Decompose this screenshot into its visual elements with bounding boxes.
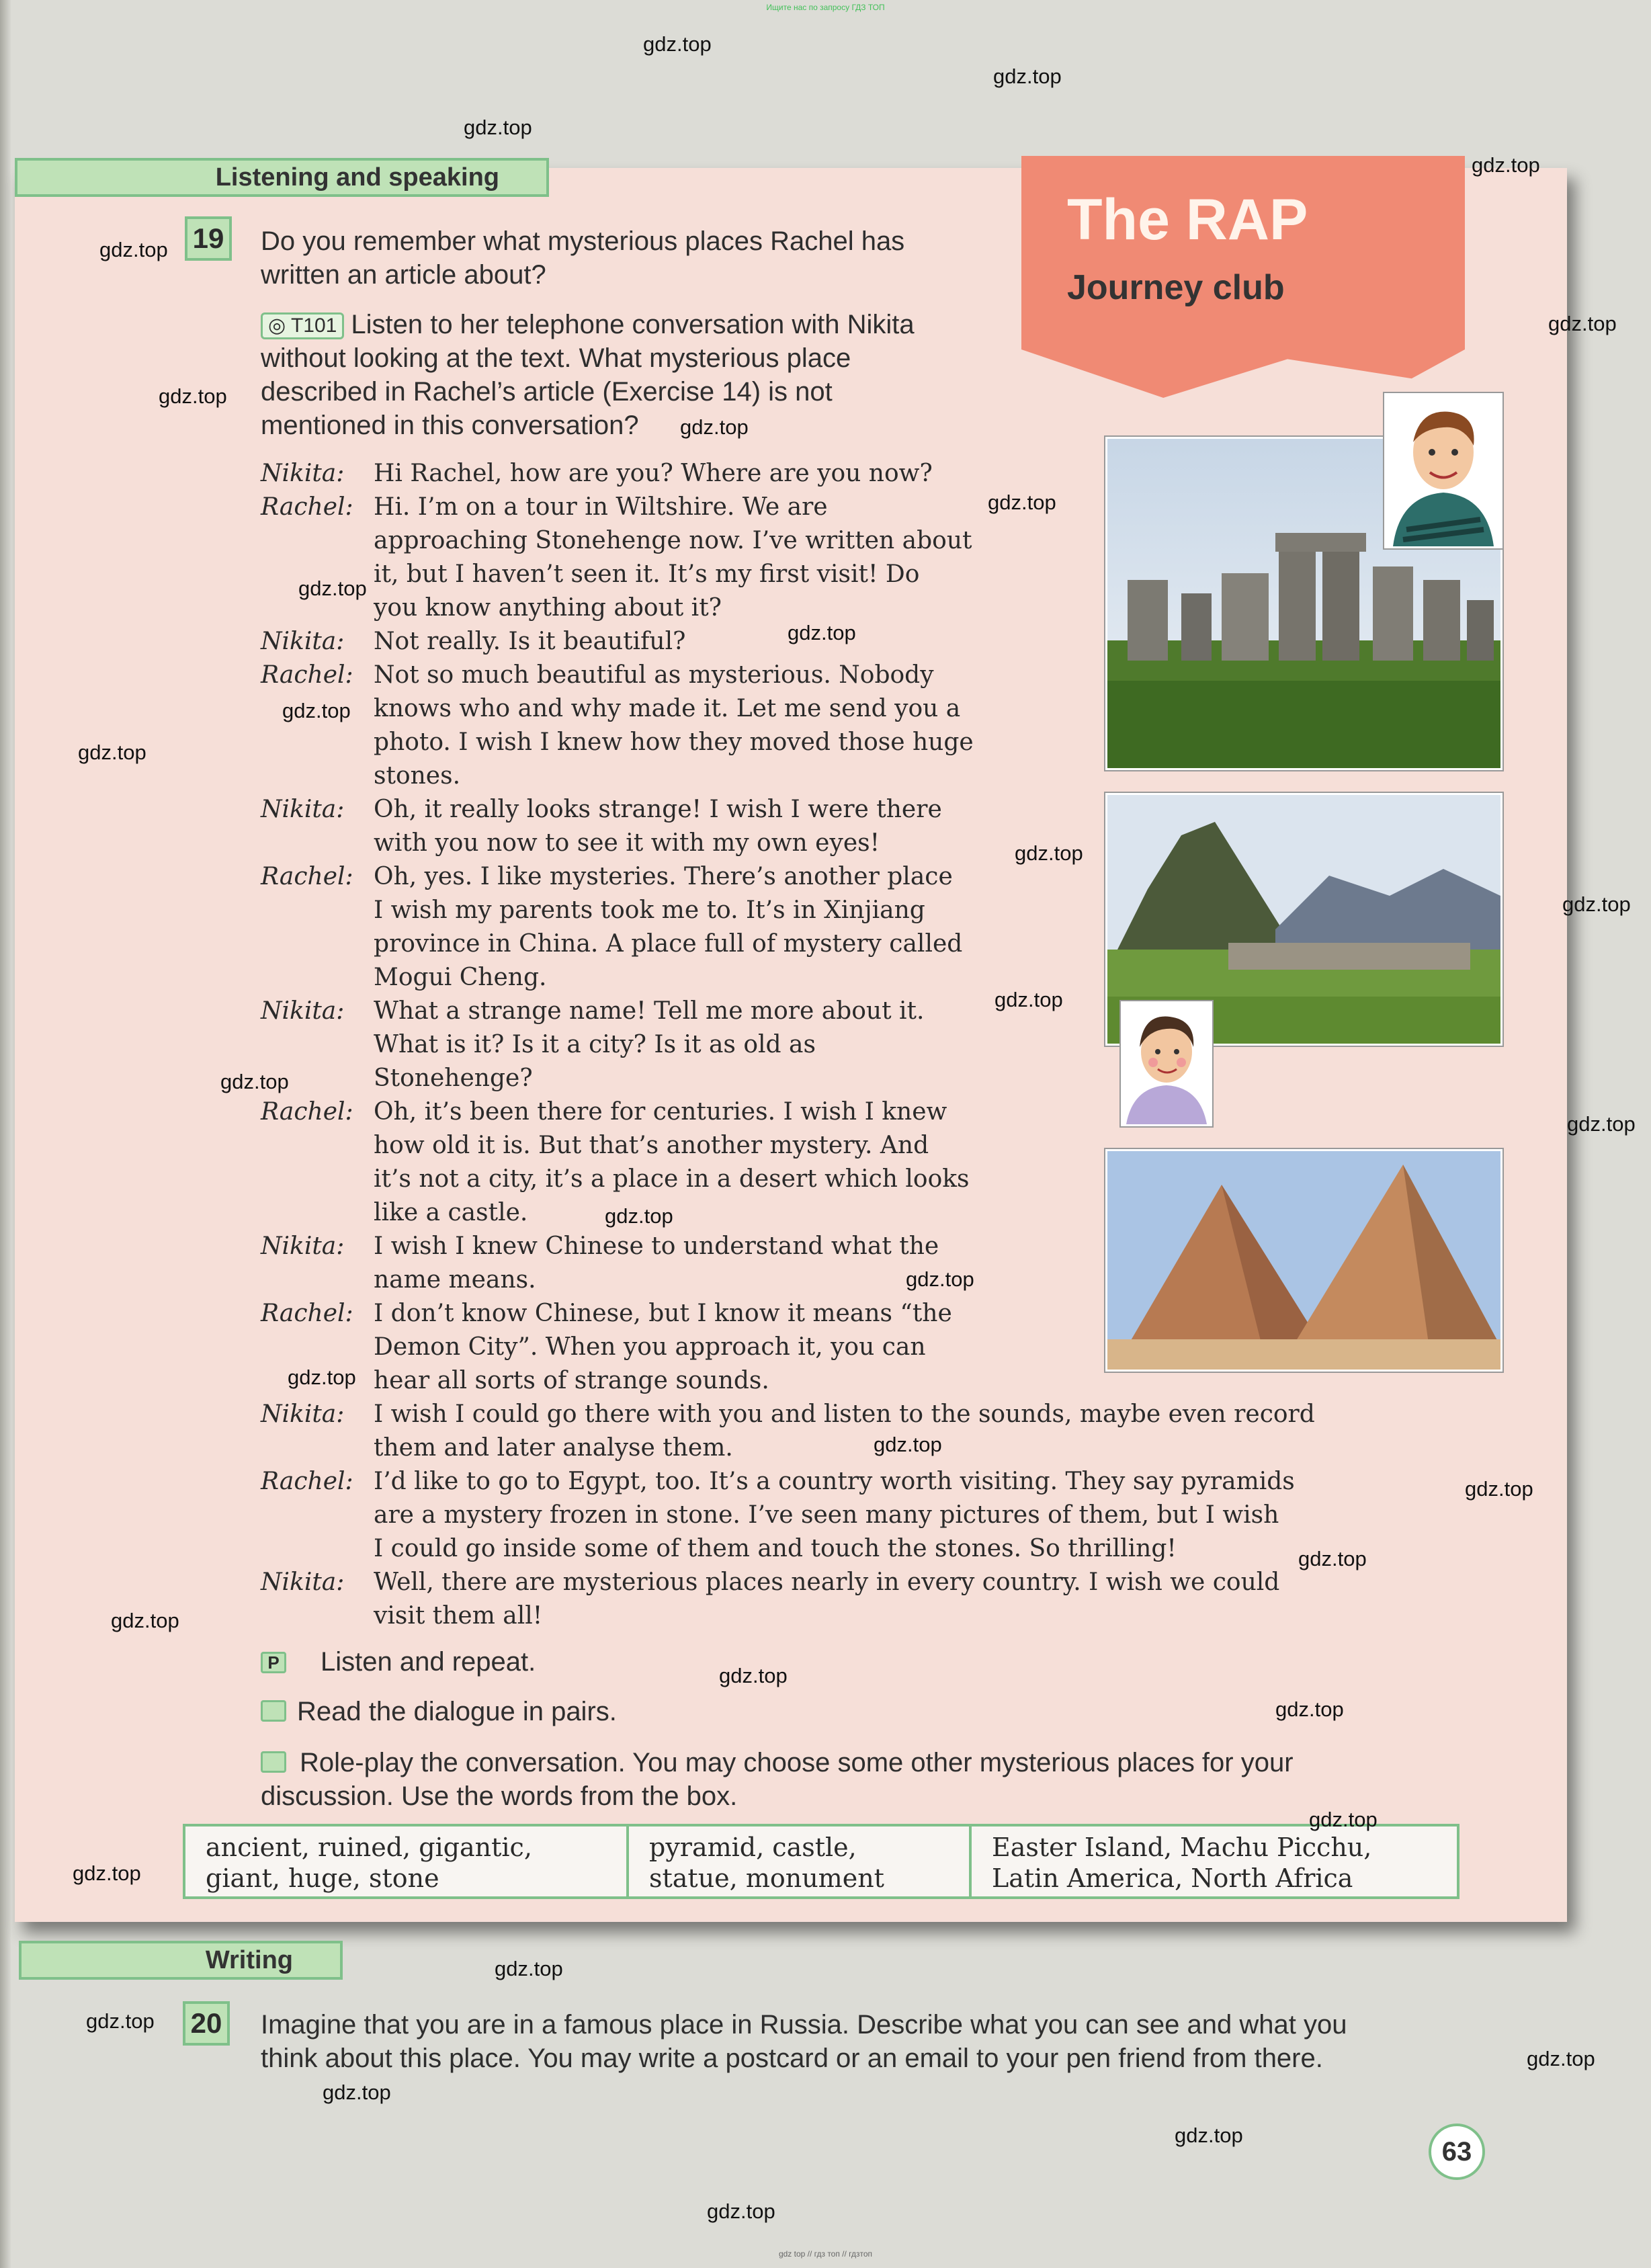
watermark-text: gdz.top: [788, 621, 856, 644]
watermark-text: gdz.top: [111, 1609, 179, 1632]
speaker-name: Nikita:: [261, 628, 345, 655]
speech-line: like a castle.: [374, 1199, 528, 1226]
exercise-20-number: 20: [183, 2001, 230, 2046]
speech-line: are a mystery frozen in stone. I’ve seen many pictures of them, but I wish: [374, 1501, 1279, 1529]
speech-text: [374, 659, 974, 793]
speech-line: I wish I could go there with you and listen to the sounds, maybe even record: [374, 1400, 1315, 1428]
speech-line: them and later analyse them.: [374, 1434, 733, 1462]
watermark-text: gdz.top: [220, 1070, 289, 1093]
book-spine-shadow: [0, 0, 11, 2268]
speech-line: name means.: [374, 1266, 536, 1294]
speaker-name: Nikita:: [261, 796, 345, 823]
speaker-name: Nikita:: [261, 997, 345, 1025]
speech-text: [374, 1398, 1315, 1465]
speaker-name: Nikita:: [261, 1568, 345, 1596]
speech-line: visit them all!: [374, 1602, 543, 1630]
watermark-text: gdz.top: [719, 1664, 788, 1687]
bottom-note: gdz top // гдз топ // гдзтоп: [778, 2249, 873, 2259]
watermark-text: gdz.top: [1309, 1808, 1378, 1831]
watermark-text: gdz.top: [906, 1267, 974, 1291]
rap-title: The RAP: [1067, 187, 1308, 252]
question-line: written an article about?: [261, 260, 546, 290]
speech-line: it’s not a city, it’s a place in a desert which looks: [374, 1165, 970, 1193]
watermark-text: gdz.top: [1567, 1112, 1636, 1136]
word-box-line: pyramid, castle,: [649, 1833, 857, 1862]
exercise-19-number: 19: [185, 216, 232, 261]
speech-text: [374, 1230, 939, 1297]
watermark-text: gdz.top: [288, 1366, 356, 1389]
speech-line: province in China. A place full of mystery called: [374, 930, 963, 958]
exercise-19-question: [261, 224, 904, 292]
p-checkbox[interactable]: P: [261, 1652, 286, 1673]
speech-line: photo. I wish I knew how they moved those huge: [374, 728, 974, 756]
watermark-text: gdz.top: [298, 577, 367, 600]
speech-text: [374, 995, 924, 1095]
watermark-text: gdz.top: [282, 699, 351, 722]
listen-repeat-text: Listen and repeat.: [321, 1647, 536, 1677]
speech-line: I wish I knew Chinese to understand what the: [374, 1232, 939, 1260]
page-number: 63: [1429, 2124, 1485, 2180]
watermark-text: gdz.top: [495, 1957, 563, 1980]
watermark-text: gdz.top: [159, 384, 227, 408]
word-box-cell: [972, 1826, 1457, 1896]
watermark-text: gdz.top: [1465, 1477, 1533, 1501]
watermark-text: gdz.top: [1275, 1697, 1344, 1721]
task-line: without looking at the text. What mysterious place: [261, 343, 851, 373]
watermark-text: gdz.top: [1015, 841, 1083, 865]
speech-line: What is it? Is it a city? Is it as old as: [374, 1031, 816, 1058]
speech-line: I don’t know Chinese, but I know it means “the: [374, 1300, 952, 1327]
speaker-name: Nikita:: [261, 1232, 345, 1260]
speaker-name: Rachel:: [261, 493, 353, 521]
speech-line: Oh, yes. I like mysteries. There’s another place: [374, 863, 953, 890]
watermark-text: gdz.top: [78, 741, 146, 764]
speech-line: it, but I haven’t seen it. It’s my first visit! Do: [374, 560, 920, 588]
speech-line: Mogui Cheng.: [374, 964, 547, 991]
speech-line: hear all sorts of strange sounds.: [374, 1367, 769, 1394]
watermark-text: gdz.top: [1298, 1547, 1367, 1570]
watermark-text: gdz.top: [874, 1433, 942, 1456]
audio-track-tag[interactable]: ◎ T101: [261, 312, 344, 339]
pyramids-photo: [1105, 1149, 1502, 1372]
girl-illustration: [1121, 1001, 1212, 1126]
speech-line: stones.: [374, 762, 461, 790]
watermark-text: gdz.top: [988, 491, 1056, 514]
boy-illustration: [1384, 393, 1502, 548]
word-box: [183, 1824, 1459, 1899]
speech-line: approaching Stonehenge now. I’ve written about: [374, 527, 972, 554]
speech-line: I’d like to go to Egypt, too. It’s a country worth visiting. They say pyramids: [374, 1468, 1295, 1495]
speech-text: [374, 1297, 952, 1398]
listening-speaking-heading: Listening and speaking: [15, 158, 549, 197]
word-box-line: statue, monument: [649, 1863, 884, 1893]
speech-text: [374, 625, 685, 659]
word-box-line: giant, huge, stone: [206, 1863, 439, 1893]
speech-line: What a strange name! Tell me more about it.: [374, 997, 925, 1025]
speaker-name: Rachel:: [261, 863, 353, 890]
roleplay-text: [261, 1746, 1464, 1813]
watermark-text: gdz.top: [1562, 892, 1631, 916]
read-pairs-text: Read the dialogue in pairs.: [297, 1697, 617, 1726]
question-line: Do you remember what mysterious places Rachel has: [261, 226, 905, 256]
speech-text: [374, 860, 962, 995]
speech-line: Stonehenge?: [374, 1064, 533, 1092]
exercise-19-task: [261, 308, 915, 442]
watermark-text: gdz.top: [99, 238, 168, 261]
speech-line: Not really. Is it beautiful?: [374, 628, 686, 655]
speech-text: [374, 457, 933, 491]
watermark-text: gdz.top: [993, 65, 1062, 88]
roleplay-line: Role-play the conversation. You may choose some other mysterious places for your: [300, 1748, 1294, 1777]
watermark-text: gdz.top: [1548, 312, 1617, 335]
watermark-text: gdz.top: [1175, 2124, 1243, 2147]
speech-line: Oh, it’s been there for centuries. I wish I knew: [374, 1098, 947, 1126]
rap-subtitle: Journey club: [1067, 268, 1285, 307]
speech-line: you know anything about it?: [374, 594, 722, 622]
speech-text: [374, 491, 972, 625]
speech-text: [374, 793, 942, 860]
word-box-line: Easter Island, Machu Picchu,: [992, 1833, 1372, 1862]
speech-line: Hi. I’m on a tour in Wiltshire. We are: [374, 493, 828, 521]
watermark-text: gdz.top: [86, 2009, 155, 2033]
task-line: described in Rachel’s article (Exercise 14) is not: [261, 377, 833, 407]
word-box-line: Latin America, North Africa: [992, 1863, 1353, 1893]
word-box-cell: [185, 1826, 629, 1896]
speech-line: Well, there are mysterious places nearly in every country. I wish we could: [374, 1568, 1280, 1596]
watermark-text: gdz.top: [605, 1204, 673, 1228]
watermark-text: gdz.top: [994, 988, 1063, 1011]
watermark-text: gdz.top: [707, 2199, 775, 2223]
exercise-20-text: [261, 2008, 1347, 2075]
speech-line: Demon City”. When you approach it, you can: [374, 1333, 926, 1361]
watermark-text: gdz.top: [464, 116, 532, 139]
watermark-text: gdz.top: [323, 2081, 391, 2104]
speech-text: [374, 1465, 1295, 1566]
speaker-name: Rachel:: [261, 1468, 353, 1495]
watermark-text: gdz.top: [1527, 2047, 1595, 2070]
read-pairs-checkbox[interactable]: [261, 1700, 286, 1722]
speech-text: [374, 1566, 1279, 1633]
task-line: mentioned in this conversation?: [261, 411, 639, 440]
speech-line: I could go inside some of them and touch the stones. So thrilling!: [374, 1535, 1177, 1562]
exercise-20-line: think about this place. You may write a postcard or an email to your pen friend from there.: [261, 2044, 1323, 2073]
speech-line: Oh, it really looks strange! I wish I were there: [374, 796, 942, 823]
speech-line: how old it is. But that’s another mystery. And: [374, 1132, 929, 1159]
speaker-name: Rachel:: [261, 661, 353, 689]
word-box-cell: [629, 1826, 972, 1896]
word-box-line: ancient, ruined, gigantic,: [206, 1833, 532, 1862]
speech-line: I wish my parents took me to. It’s in Xinjiang: [374, 896, 925, 924]
watermark-text: gdz.top: [643, 32, 712, 56]
exercise-20-line: Imagine that you are in a famous place in Russia. Describe what you can see and what you: [261, 2010, 1347, 2040]
top-note: Ищите нас по запросу ГДЗ ТОП: [766, 3, 885, 12]
watermark-text: gdz.top: [680, 415, 749, 439]
speaker-name: Rachel:: [261, 1098, 353, 1126]
speech-line: knows who and why made it. Let me send you a: [374, 695, 961, 722]
writing-heading: Writing: [19, 1941, 343, 1980]
speech-line: Not so much beautiful as mysterious. Nobody: [374, 661, 934, 689]
speech-line: with you now to see it with my own eyes!: [374, 829, 880, 857]
speaker-name: Nikita:: [261, 1400, 345, 1428]
speaker-name: Rachel:: [261, 1300, 353, 1327]
speech-line: Hi Rachel, how are you? Where are you now?: [374, 460, 933, 487]
speaker-name: Nikita:: [261, 460, 345, 487]
watermark-text: gdz.top: [73, 1861, 141, 1885]
roleplay-line: discussion. Use the words from the box.: [261, 1781, 738, 1811]
watermark-text: gdz.top: [1472, 153, 1540, 177]
task-line: Listen to her telephone conversation with Nikita: [351, 310, 915, 339]
